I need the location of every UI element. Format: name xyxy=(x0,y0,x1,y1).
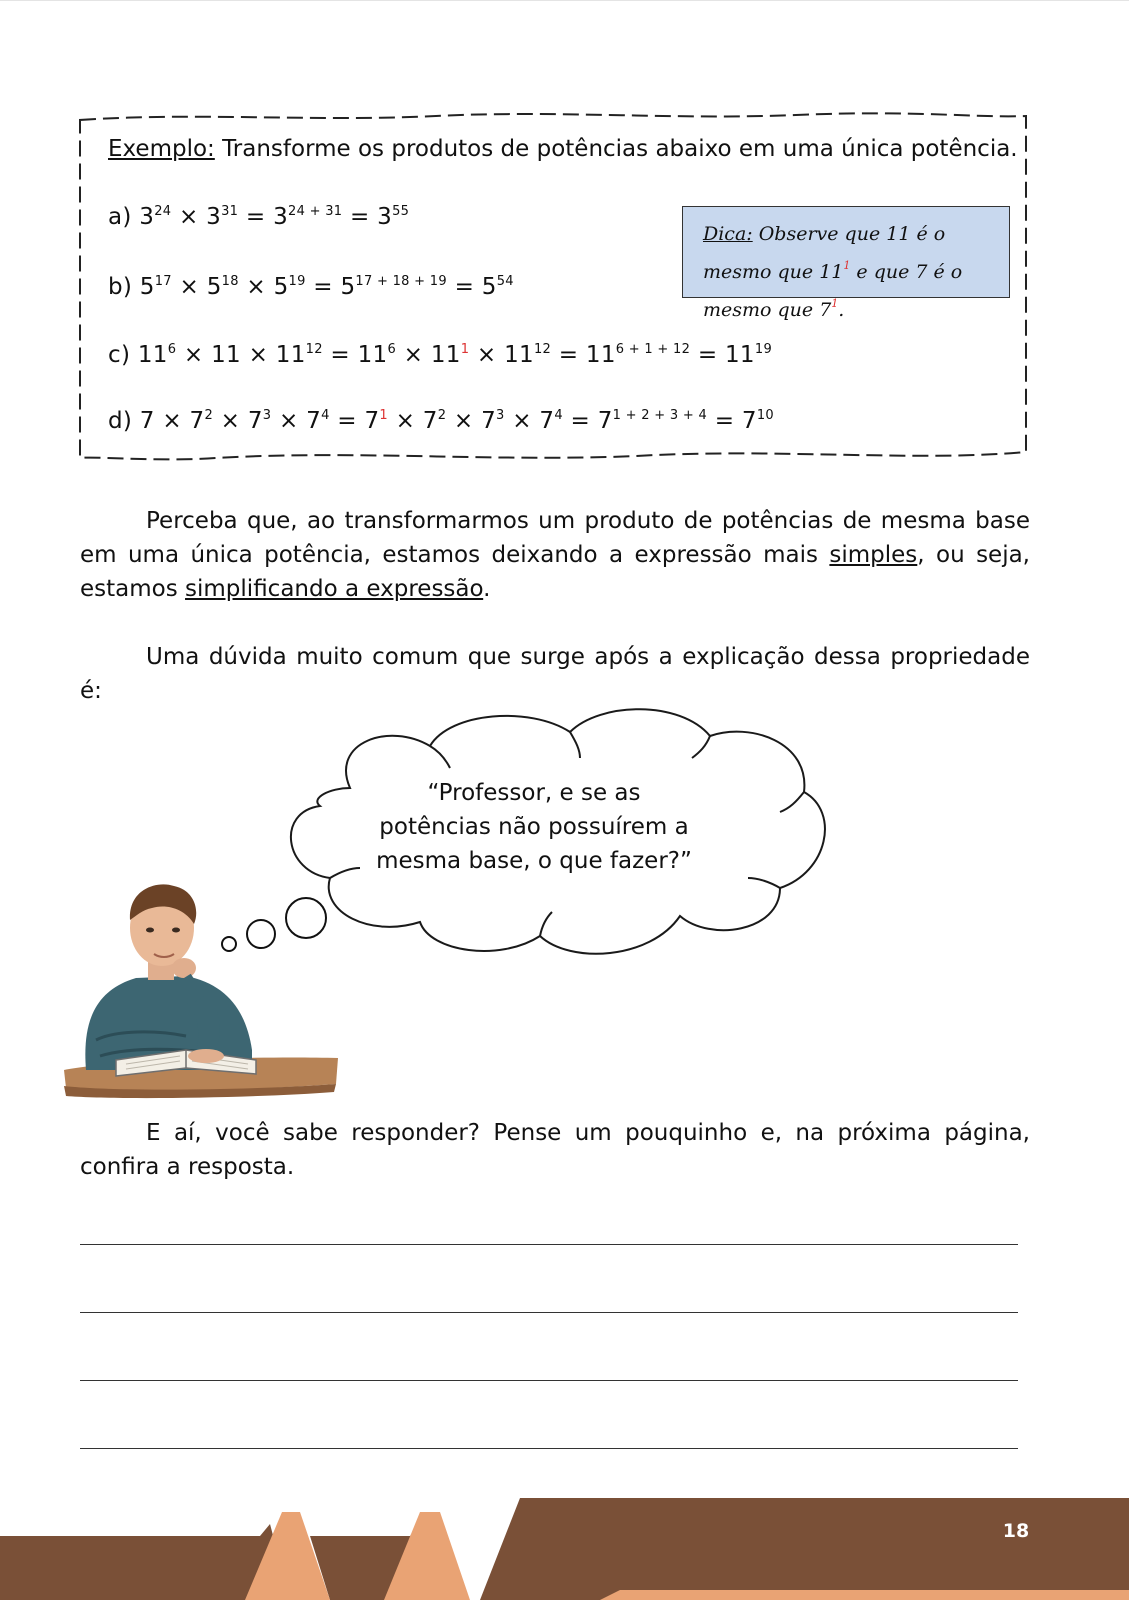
footer-band xyxy=(0,1494,1129,1600)
example-a: a) $3^{24} \times 3^{31} = 3^{24 + 31} = 3^{55}$ xyxy=(108,204,410,230)
answer-line[interactable] xyxy=(80,1244,1018,1245)
example-d: d) $7 \times 7^2 \times 7^3 \times 7^4 = 7^1 \times 7^2 \times 7^3 \times 7^4 = 7^{1 + 2 + 3 + 4} = 7^{10}$ xyxy=(108,408,775,434)
example-instruction: Transforme os produtos de potências abaixo em uma única potência. xyxy=(214,136,1018,162)
example-c: c) $11^6 \times 11 \times 11^{12} = 11^6 \times 11^1 \times 11^{12} = 11^{6 + 1 + 12} = 11^{19}$ xyxy=(108,342,773,368)
cloud-question: “Professor, e se as potências não possuírem a mesma base, o que fazer?” xyxy=(376,780,692,874)
paragraph-simplify: Perceba que, ao transformarmos um produto de potências de mesma base em uma única potência, estamos deixando a expressão mais simples, ou seja, estamos simplificando a expressão. xyxy=(80,508,1030,602)
answer-line[interactable] xyxy=(80,1312,1018,1313)
answer-line[interactable] xyxy=(80,1448,1018,1449)
example-lead: Exemplo: xyxy=(108,136,215,162)
tip-box xyxy=(682,206,1010,321)
paragraph-question-intro: Uma dúvida muito comum que surge após a explicação dessa propriedade é: xyxy=(80,644,1030,704)
answer-line[interactable] xyxy=(80,1380,1018,1381)
thought-bubble-small xyxy=(222,937,236,951)
page-number: 18 xyxy=(1002,1520,1030,1542)
example-b: b) $5^{17} \times 5^{18} \times 5^{19} = 5^{17 + 18 + 19} = 5^{54}$ xyxy=(108,274,514,300)
tip-text: Dica: Observe que 11 é o mesmo que $11^1$ e que 7 é o mesmo que $7^1$. xyxy=(703,223,963,321)
top-rule xyxy=(0,0,1129,1)
thought-bubble-medium xyxy=(247,920,275,948)
example-box xyxy=(76,112,1048,464)
thinking-student-illustration xyxy=(56,880,346,1100)
example-title xyxy=(108,136,1018,162)
thought-bubble-large xyxy=(286,898,326,938)
paragraph-challenge: E aí, você sabe responder? Pense um pouquinho e, na próxima página, confira a resposta. xyxy=(80,1120,1030,1180)
